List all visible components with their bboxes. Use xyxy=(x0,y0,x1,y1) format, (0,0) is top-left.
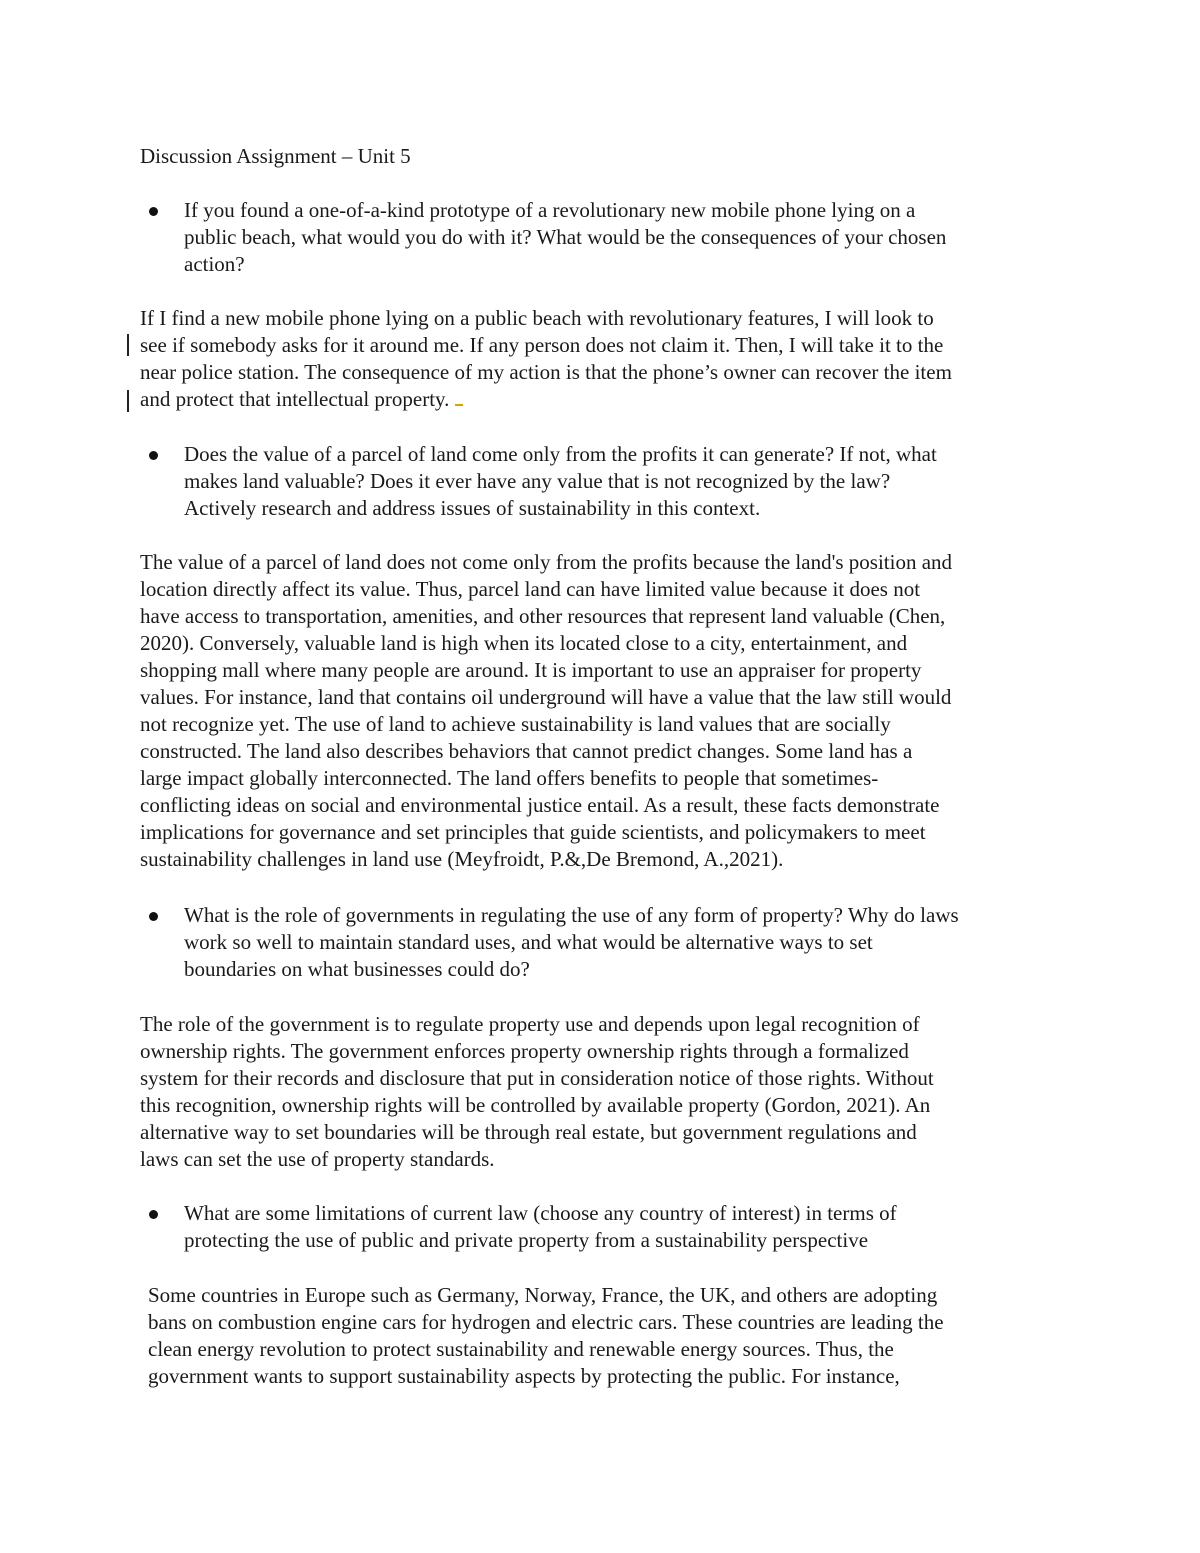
answer-line: government wants to support sustainability aspects by protecting the public. For instance, xyxy=(148,1364,900,1388)
answer-line-part: and protect that intellectual property. xyxy=(140,387,450,411)
answer-line: If I find a new mobile phone lying on a public beach with revolutionary features, I will look to xyxy=(140,306,934,330)
change-bar-icon xyxy=(127,334,129,356)
question-1 xyxy=(140,197,1080,278)
question-line: boundaries on what businesses could do? xyxy=(184,957,530,981)
answer-line: conflicting ideas on social and environmental justice entail. As a result, these facts demonstrate xyxy=(140,793,940,817)
question-line: work so well to maintain standard uses, and what would be alternative ways to set xyxy=(184,930,873,954)
question-line: What is the role of governments in regulating the use of any form of property? Why do laws xyxy=(184,903,959,927)
question-line: Actively research and address issues of sustainability in this context. xyxy=(184,496,761,520)
bullet-icon xyxy=(149,1210,158,1219)
question-line: makes land valuable? Does it ever have any value that is not recognized by the law? xyxy=(184,469,891,493)
question-line: public beach, what would you do with it? What would be the consequences of your chosen xyxy=(184,225,947,249)
answer-1 xyxy=(140,305,1060,413)
answer-line: Some countries in Europe such as Germany, Norway, France, the UK, and others are adopting xyxy=(148,1283,938,1307)
answer-line: values. For instance, land that contains oil underground will have a value that the law still would xyxy=(140,685,952,709)
answer-line: bans on combustion engine cars for hydrogen and electric cars. These countries are leading the xyxy=(148,1310,944,1334)
answer-line: implications for governance and set principles that guide scientists, and policymakers to meet xyxy=(140,820,926,844)
bullet-icon xyxy=(149,207,158,216)
answer-line: constructed. The land also describes behaviors that cannot predict changes. Some land has a xyxy=(140,739,913,763)
answer-line: large impact globally interconnected. The land offers benefits to people that sometimes- xyxy=(140,766,879,790)
question-line: Does the value of a parcel of land come only from the profits it can generate? If not, what xyxy=(184,442,937,466)
question-line: If you found a one-of-a-kind prototype of a revolutionary new mobile phone lying on a xyxy=(184,198,916,222)
answer-line xyxy=(140,386,1060,413)
answer-line xyxy=(140,332,1060,359)
question-line: action? xyxy=(184,252,245,276)
answer-line-part: . If any person does not claim it. Then, I will take it to the xyxy=(459,333,944,357)
bullet-icon xyxy=(149,912,158,921)
document-title: Discussion Assignment – Unit 5 xyxy=(140,144,411,168)
answer-line: ownership rights. The government enforces property ownership rights through a formalized xyxy=(140,1039,909,1063)
answer-line: 2020). Conversely, valuable land is high when its located close to a city, entertainment, and xyxy=(140,631,908,655)
comment-mark-icon xyxy=(455,403,463,406)
question-line: What are some limitations of current law (choose any country of interest) in terms of xyxy=(184,1201,897,1225)
answer-line: The value of a parcel of land does not come only from the profits because the land's position and xyxy=(140,550,953,574)
bullet-icon xyxy=(149,451,158,460)
change-bar-icon xyxy=(127,390,129,412)
answer-line: sustainability challenges in land use (Meyfroidt, P.&,De Bremond, A.,2021). xyxy=(140,847,784,871)
answer-line: this recognition, ownership rights will be controlled by available property (Gordon, 2021). An xyxy=(140,1093,931,1117)
answer-line: The role of the government is to regulate property use and depends upon legal recognition of xyxy=(140,1012,920,1036)
answer-line: have access to transportation, amenities, and other resources that represent land valuable (Chen, xyxy=(140,604,946,628)
question-line: protecting the use of public and private property from a sustainability perspective xyxy=(184,1228,869,1252)
answer-line: location directly affect its value. Thus, parcel land can have limited value because it does not xyxy=(140,577,921,601)
answer-line: clean energy revolution to protect sustainability and renewable energy sources. Thus, the xyxy=(148,1337,894,1361)
question-2 xyxy=(140,441,1080,522)
answer-line: shopping mall where many people are around. It is important to use an appraiser for property xyxy=(140,658,922,682)
answer-3 xyxy=(140,1011,1060,1173)
answer-line: near police station. The consequence of my action is that the phone’s owner can recover the item xyxy=(140,360,952,384)
question-4 xyxy=(140,1200,1080,1254)
question-3 xyxy=(140,902,1080,983)
answer-4 xyxy=(148,1282,1068,1390)
answer-2 xyxy=(140,549,1060,873)
answer-line: not recognize yet. The use of land to achieve sustainability is land values that are socially xyxy=(140,712,891,736)
answer-line: laws can set the use of property standards. xyxy=(140,1147,495,1171)
answer-line: alternative way to set boundaries will be through real estate, but government regulations and xyxy=(140,1120,917,1144)
answer-line-part: see if somebody asks for it around me xyxy=(140,333,460,357)
answer-line: system for their records and disclosure that put in consideration notice of those rights. Without xyxy=(140,1066,934,1090)
